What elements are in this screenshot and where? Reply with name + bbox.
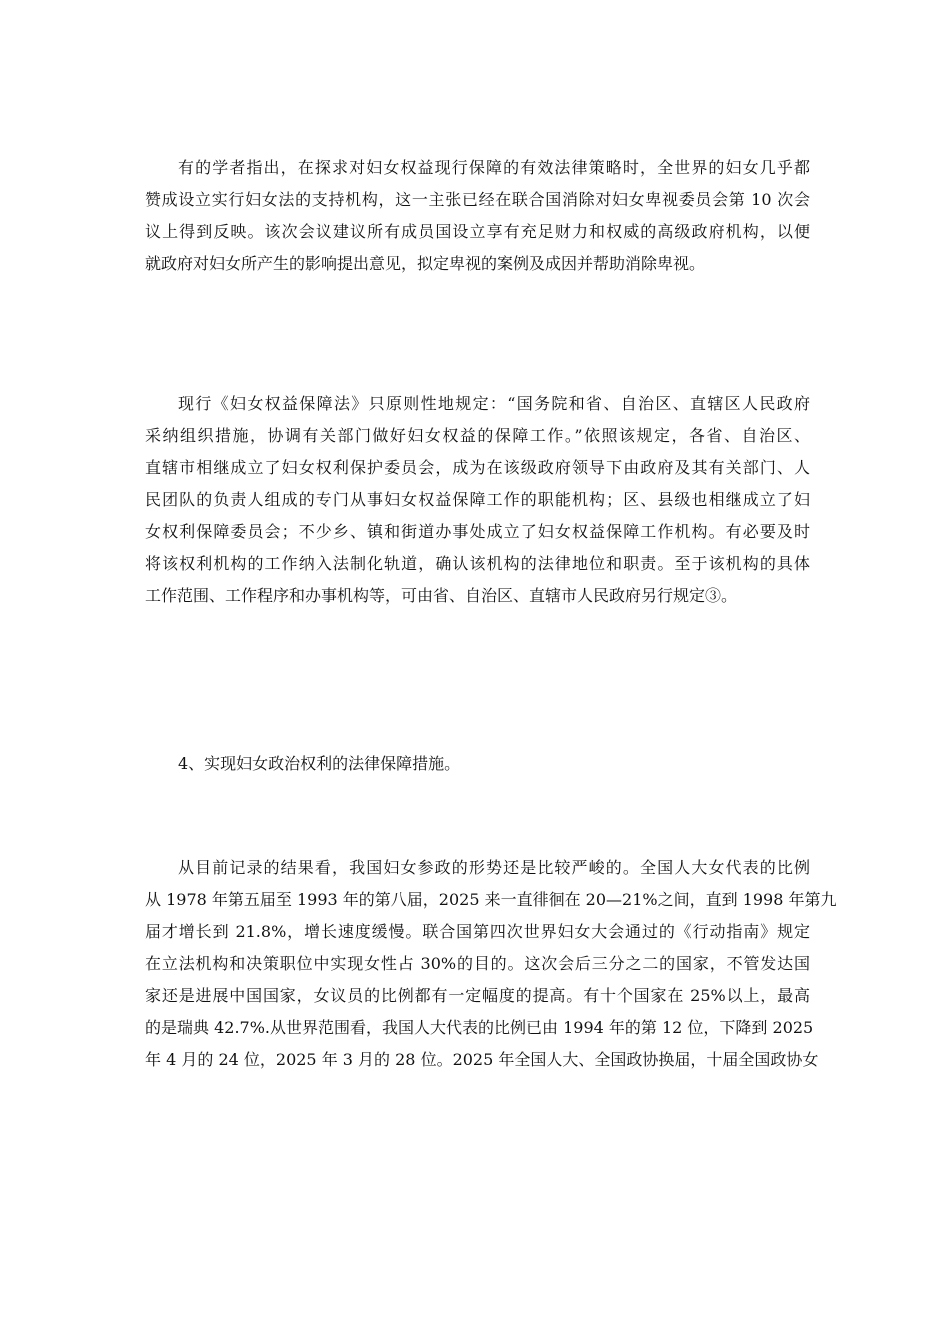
text-line: 女权利保障委员会；不少乡、镇和街道办事处成立了妇女权益保障工作机构。有必要及时 [145,522,810,541]
text-line: 将该权利机构的工作纳入法制化轨道，确认该机构的法律地位和职责。至于该机构的具体 [145,554,810,573]
text-line: 民团队的负责人组成的专门从事妇女权益保障工作的职能机构；区、县级也相继成立了妇 [145,490,810,509]
paragraph-current-law [145,388,810,612]
text-line: 4、实现妇女政治权利的法律保障措施。 [178,754,461,773]
paragraph-political-participation [145,852,837,1076]
text-line: 工作范围、工作程序和办事机构等，可由省、自治区、直辖市人民政府另行规定③。 [145,586,738,605]
text-line: 直辖市相继成立了妇女权利保护委员会，成为在该级政府领导下由政府及其有关部门、人 [145,458,810,477]
text-line: 届才增长到 21.8%，增长速度缓慢。联合国第四次世界妇女大会通过的《行动指南》规定 [145,922,810,941]
text-line: 就政府对妇女所产生的影响提出意见，拟定卑视的案例及成因并帮助消除卑视。 [145,254,706,273]
text-line: 有的学者指出，在探求对妇女权益现行保障的有效法律策略时，全世界的妇女几乎都 [178,158,810,177]
section-heading [145,748,810,780]
text-line: 议上得到反映。该次会议建议所有成员国设立享有充足财力和权威的高级政府机构，以便 [145,222,810,241]
text-line: 从 1978 年第五届至 1993 年的第八届，2025 来一直徘徊在 20—21%之间，直到 1998 年第九 [145,890,837,909]
text-line: 在立法机构和决策职位中实现女性占 30%的目的。这次会后三分之二的国家，不管发达国 [145,954,810,973]
text-line: 赞成设立实行妇女法的支持机构，这一主张已经在联合国消除对妇女卑视委员会第 10 次会 [145,190,810,209]
text-line: 现行《妇女权益保障法》只原则性地规定：“国务院和省、自治区、直辖区人民政府 [178,394,810,413]
text-line: 采纳组织措施，协调有关部门做好妇女权益的保障工作。”依照该规定，各省、自治区、 [145,426,810,445]
text-line: 从目前记录的结果看，我国妇女参政的形势还是比较严峻的。全国人大女代表的比例 [178,858,810,877]
text-line: 的是瑞典 42.7%.从世界范围看，我国人大代表的比例已由 1994 年的第 12 位，下降到 2025 [145,1018,814,1037]
paragraph-support-institutions [145,152,810,280]
text-line: 家还是进展中国国家，女议员的比例都有一定幅度的提高。有十个国家在 25%以上，最高 [145,986,810,1005]
text-line: 年 4 月的 24 位，2025 年 3 月的 28 位。2025 年全国人大、全国政协换届，十届全国政协女 [145,1050,819,1069]
